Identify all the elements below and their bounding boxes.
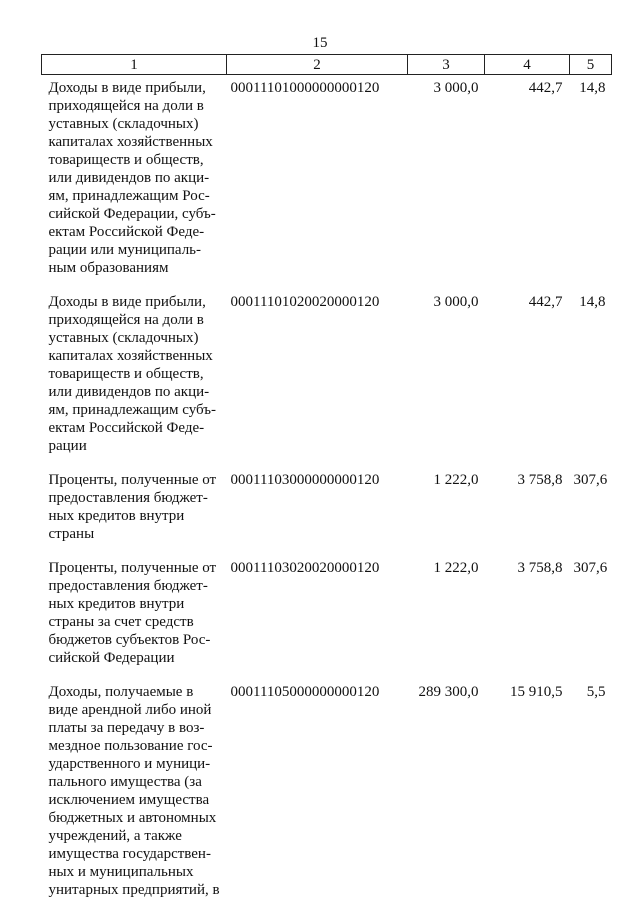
column-header-4: 4 xyxy=(485,55,570,75)
table-row xyxy=(42,679,612,911)
row-col4-value: 442,7 xyxy=(528,80,563,96)
column-header-3: 3 xyxy=(408,55,485,75)
row-col3-value: 1 222,0 xyxy=(433,560,479,576)
row-name: Доходы в виде прибыли, приходящейся на доли в уставных (складочных) капиталах хозяйственных товариществ и обществ, или дивидендов по акци- ям, принадлежащим Рос- сийской Федерации, субъ- ектам Российской Феде- рации или муниципаль- ным образованиям xyxy=(48,80,216,276)
row-col3-value: 3 000,0 xyxy=(433,80,479,96)
row-name: Проценты, полученные от предоставления бюджет- ных кредитов внутри страны за счет средств бюджетов субъектов Рос- сийской Федерации xyxy=(48,560,217,666)
row-col5-value: 5,5 xyxy=(586,684,606,700)
revenue-table xyxy=(41,54,612,911)
column-header-2: 2 xyxy=(227,55,408,75)
row-col5-value: 14,8 xyxy=(579,80,606,96)
table-row xyxy=(42,555,612,679)
row-col5-value: 307,6 xyxy=(573,472,608,488)
row-code: 00011101000000000120 xyxy=(230,80,380,96)
row-name: Доходы в виде прибыли, приходящейся на доли в уставных (складочных) капиталах хозяйственных товариществ и обществ, или дивидендов по акци- ям, принадлежащим субъ- ектам Российской Феде- рации xyxy=(48,294,217,454)
row-col4-value: 442,7 xyxy=(528,294,563,310)
row-col4-value: 15 910,5 xyxy=(510,684,563,700)
table-row xyxy=(42,467,612,555)
row-name: Доходы, получаемые в виде арендной либо иной платы за передачу в воз- мездное пользование гос- ударственного и муници- пального имущества (за исключением имущества бюджетных и автономных учреждений, а также имущества государствен- ных и муниципальных унитарных предприятий, в xyxy=(48,684,220,898)
row-col3-value: 1 222,0 xyxy=(433,472,479,488)
table-row xyxy=(42,75,612,290)
row-col4-value: 3 758,8 xyxy=(517,472,563,488)
table-row xyxy=(42,289,612,467)
row-code: 00011103020020000120 xyxy=(230,560,380,576)
column-header-5: 5 xyxy=(570,55,612,75)
column-header-1: 1 xyxy=(42,55,227,75)
table-header-row xyxy=(42,55,612,75)
row-code: 00011101020020000120 xyxy=(230,294,380,310)
row-col3-value: 289 300,0 xyxy=(418,684,479,700)
row-code: 00011105000000000120 xyxy=(230,684,380,700)
row-col4-value: 3 758,8 xyxy=(517,560,563,576)
row-code: 00011103000000000120 xyxy=(230,472,380,488)
row-col3-value: 3 000,0 xyxy=(433,294,479,310)
page-number: 15 xyxy=(312,35,328,51)
row-name: Проценты, полученные от предоставления бюджет- ных кредитов внутри страны xyxy=(48,472,217,542)
row-col5-value: 307,6 xyxy=(573,560,608,576)
row-col5-value: 14,8 xyxy=(579,294,606,310)
